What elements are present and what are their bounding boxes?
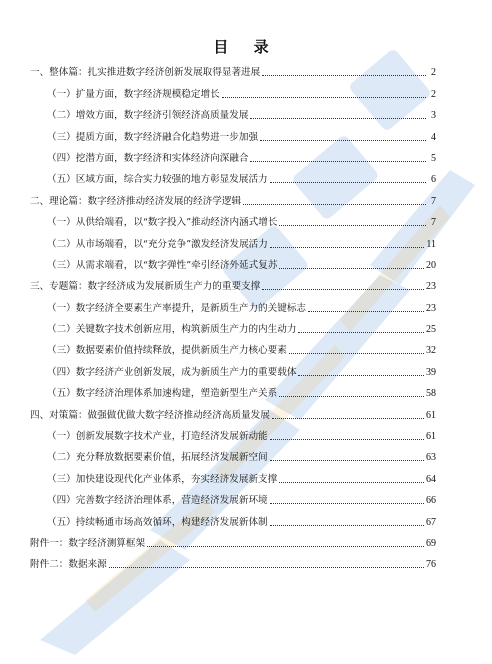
toc-entry-title: （四）数字经济产业创新发展，成为新质生产力的重要载体 <box>47 366 297 378</box>
toc-subsection-entry[interactable] <box>30 165 436 186</box>
toc-page-number: 32 <box>426 345 436 357</box>
toc-entry-title: （一）扩量方面，数字经济规模稳定增长 <box>47 88 220 100</box>
toc-subsection-entry[interactable] <box>30 422 436 443</box>
toc-dot-leader <box>250 118 426 119</box>
toc-entry-title: （五）持续畅通市场高效循环，构建经济发展新体制 <box>47 516 268 528</box>
toc-dot-leader <box>279 482 424 483</box>
toc-entry-title: 一、整体篇：扎实推进数字经济创新发展取得显著进展 <box>30 67 261 79</box>
toc-entry-title: （五）区域方面，综合实力较强的地方彰显发展活力 <box>47 174 268 186</box>
toc-entry-title: （二）增效方面，数字经济引领经济高质量发展 <box>47 110 249 122</box>
toc-entry-title: 三、专题篇：数字经济成为发展新质生产力的重要支撑 <box>30 281 261 293</box>
toc-dot-leader <box>270 503 424 504</box>
toc-section-entry[interactable] <box>30 272 436 293</box>
toc-dot-leader <box>270 439 424 440</box>
toc-entry-title: （二）关键数字技术创新应用，构筑新质生产力的内生动力 <box>47 324 297 336</box>
toc-entry-title: （五）数字经济治理体系加速构建，塑造新型生产关系 <box>47 388 278 400</box>
toc-subsection-entry[interactable] <box>30 293 436 314</box>
toc-page-number: 3 <box>431 110 436 122</box>
toc-dot-leader <box>308 311 424 312</box>
toc-subsection-entry[interactable] <box>30 144 436 165</box>
toc-page-number: 7 <box>431 217 436 229</box>
toc-page-number: 66 <box>426 495 436 507</box>
toc-subsection-entry[interactable] <box>30 486 436 507</box>
toc-dot-leader <box>262 75 426 76</box>
toc-entry-title: 附件二：数据来源 <box>30 559 107 571</box>
toc-section-entry[interactable] <box>30 400 436 421</box>
toc-subsection-entry[interactable] <box>30 315 436 336</box>
toc-page-number: 61 <box>426 409 436 421</box>
toc-subsection-entry[interactable] <box>30 464 436 485</box>
toc-entry-title: 二、理论篇：数字经济推动经济发展的经济学逻辑 <box>30 195 242 207</box>
toc-subsection-entry[interactable] <box>30 101 436 122</box>
toc-entry-title: （一）从供给端看，以“数字投入”推动经济内涵式增长 <box>47 217 278 229</box>
toc-entry-title: （四）完善数字经济治理体系，营造经济发展新环境 <box>47 495 268 507</box>
toc-page-number: 5 <box>431 152 436 164</box>
toc-page-number: 4 <box>431 131 436 143</box>
toc-dot-leader <box>262 289 424 290</box>
toc-page-number: 58 <box>426 388 436 400</box>
toc-dot-leader <box>260 140 426 141</box>
toc-page-number: 6 <box>431 174 436 186</box>
toc-subsection-entry[interactable] <box>30 379 436 400</box>
toc-dot-leader <box>250 161 426 162</box>
toc-dot-leader <box>243 204 426 205</box>
toc-entry-title: （一）创新发展数字技术产业，打造经济发展新动能 <box>47 431 268 443</box>
toc-subsection-entry[interactable] <box>30 122 436 143</box>
toc-page-number: 63 <box>426 452 436 464</box>
toc-subsection-entry[interactable] <box>30 443 436 464</box>
toc-page-number: 61 <box>426 431 436 443</box>
toc-page-number: 20 <box>426 259 436 271</box>
toc-page-number: 64 <box>426 473 436 485</box>
toc-dot-leader <box>270 525 424 526</box>
toc-page-number: 76 <box>426 559 436 571</box>
toc-subsection-entry[interactable] <box>30 208 436 229</box>
toc-dot-leader <box>298 375 424 376</box>
table-of-contents <box>30 58 436 571</box>
toc-entry-title: （三）加快建设现代化产业体系，夯实经济发展新支撑 <box>47 473 278 485</box>
toc-section-entry[interactable] <box>30 186 436 207</box>
toc-subsection-entry[interactable] <box>30 357 436 378</box>
toc-dot-leader <box>270 182 426 183</box>
toc-subsection-entry[interactable] <box>30 507 436 528</box>
toc-dot-leader <box>270 460 424 461</box>
toc-entry-title: （二）充分释放数据要素价值，拓展经济发展新空间 <box>47 452 268 464</box>
toc-page-number: 69 <box>426 537 436 549</box>
toc-entry-title: 附件一：数字经济测算框架 <box>30 537 146 549</box>
toc-dot-leader <box>222 97 426 98</box>
page-title: 目 录 <box>213 38 279 56</box>
toc-subsection-entry[interactable] <box>30 336 436 357</box>
toc-dot-leader <box>279 268 424 269</box>
toc-page-number: 23 <box>426 281 436 293</box>
toc-entry-title: （三）从需求端看，以“数字弹性”牵引经济外延式复苏 <box>47 259 278 271</box>
toc-subsection-entry[interactable] <box>30 229 436 250</box>
toc-entry-title: （四）挖潜方面，数字经济和实体经济向深融合 <box>47 152 249 164</box>
toc-dot-leader <box>298 332 424 333</box>
toc-page-number: 11 <box>426 238 436 250</box>
toc-dot-leader <box>279 225 426 226</box>
toc-dot-leader <box>272 418 424 419</box>
toc-section-entry[interactable] <box>30 550 436 571</box>
toc-page-number: 25 <box>426 324 436 336</box>
toc-subsection-entry[interactable] <box>30 251 436 272</box>
toc-page-number: 39 <box>426 366 436 378</box>
toc-dot-leader <box>289 353 424 354</box>
toc-section-entry[interactable] <box>30 529 436 550</box>
toc-dot-leader <box>109 567 424 568</box>
toc-entry-title: （三）提质方面，数字经济融合化趋势进一步加强 <box>47 131 259 143</box>
toc-dot-leader <box>279 396 424 397</box>
toc-page-number: 7 <box>431 195 436 207</box>
toc-page-number: 2 <box>431 88 436 100</box>
toc-entry-title: （二）从市场端看，以“充分竞争”激发经济发展活力 <box>47 238 268 250</box>
toc-section-entry[interactable] <box>30 58 436 79</box>
toc-page-number: 2 <box>431 67 436 79</box>
toc-subsection-entry[interactable] <box>30 79 436 100</box>
toc-dot-leader <box>147 546 424 547</box>
toc-dot-leader <box>270 247 424 248</box>
toc-entry-title: 四、对策篇：做强做优做大数字经济推动经济高质量发展 <box>30 409 270 421</box>
toc-entry-title: （一）数字经济全要素生产率提升，是新质生产力的关键标志 <box>47 302 307 314</box>
toc-entry-title: （三）数据要素价值持续释放，提供新质生产力核心要素 <box>47 345 287 357</box>
toc-page-number: 23 <box>426 302 436 314</box>
toc-page-number: 67 <box>426 516 436 528</box>
